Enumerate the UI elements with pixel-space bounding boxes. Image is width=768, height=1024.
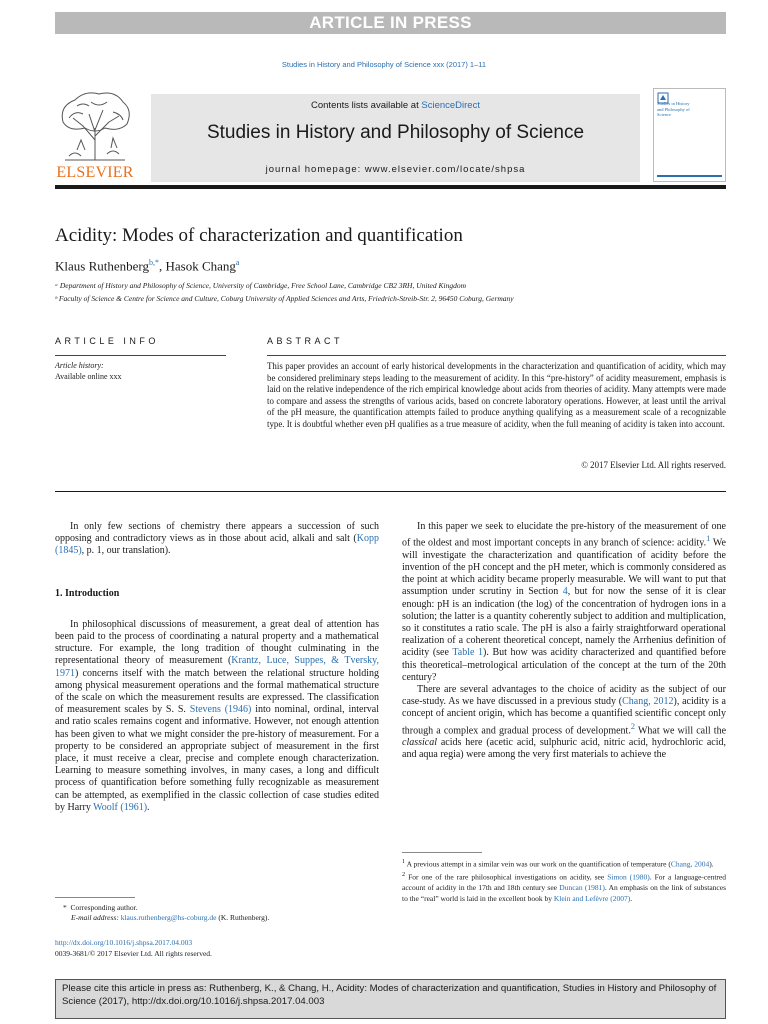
abstract-bottom-divider [55,491,726,492]
elsevier-logo[interactable] [55,88,135,182]
journal-title: Studies in History and Philosophy of Science [206,122,585,143]
citation-link[interactable]: Chang, 2004 [670,859,710,869]
article-info-divider [55,355,226,356]
author-line [55,258,239,274]
article-history-value: Available online xxx [55,372,122,381]
citation-link[interactable]: Klein and Lefèvre (2007) [553,893,631,903]
corresponding-author-note: * Corresponding author. [63,903,138,912]
email-note: E-mail address: klaus.ruthenberg@hs-coburg.de (K. Ruthenberg). [71,913,270,922]
author-separator: , [159,258,166,274]
journal-banner [151,94,640,182]
body-column-left [55,521,379,814]
journal-header [55,88,726,182]
article-title: Acidity: Modes of characterization and quantification [55,225,463,246]
author-name[interactable]: Klaus Ruthenberg [55,258,149,274]
table-link[interactable]: Table 1 [452,647,484,659]
citation-link[interactable]: Simon (1980) [607,872,650,882]
citation-link[interactable]: Chang, 2012 [622,696,674,708]
footnote-divider [55,897,135,898]
abstract-heading: ABSTRACT [267,336,344,346]
abstract-divider [267,355,726,356]
contents-line [151,100,640,111]
footnote-2: $^2$ For one of the rare philosophical investigations on acidity, see Simon (1980). For a language-centred account of acidity in the 17th and 18th century see Duncan (1981). An emphasis on the link of substances to the “real” world is laid in the excellent book by Klein and Lefèvre (2007). [402,871,726,903]
elsevier-wordmark: ELSEVIER [56,164,134,181]
abstract-text: This paper provides an account of early historical developments in the characterization and quantification of acidity, which may be considered preliminary steps leading to the measurement of acidity. In this “pre-history” of acidity measurement, emphasis is laid on the relative independence of the rich empirical knowledge about acids from theories of acidity. Many attempts were made to compare and assess the strengths of various acids, based on concrete laboratory operations. However, at least until the arrival of the pH measure, the quantification attempts failed to produce anything qualifying as a measurement scale of a recognizable type. It is doubtful whether even pH qualifies as a true measure of acidity, when the full meaning of acidity is taken into account. [267,361,726,429]
section-heading: 1. Introduction [55,587,120,599]
doi-link[interactable]: http://dx.doi.org/10.1016/j.shpsa.2017.04.003 [55,938,193,947]
section-link[interactable]: 4 [562,586,568,598]
author-affil-marker[interactable]: b,* [149,258,159,267]
header-divider [55,185,726,189]
body-paragraph: In this paper we seek to elucidate the pre-history of the measurement of one of the oldest and most important concepts in any branch of science: acidity.$^1$ We will investigate the characterization and quantification of acidity before the invention of the pH concept and the pH meter, which is commonly considered as the point at which acidity became properly measurable. We will want to put that assumption under scrutiny in Section 4, but for now the sense of it is clear enough: pH is an indication (the log) of the concentration of hydrogen ions in a solution; the latter is a quantity coherently subject to addition and multiplication, so it constitutes a ratio scale. The pH is also a fairly straightforward operational realization of a coherent theoretical concept, namely the Arrhenius definition of acidity (see Table 1). But how was acidity characterized and quantified before this theoretical–metrological articulation of the concept at the turn of the 20th century? [402,521,726,683]
author-affil-marker[interactable]: a [235,258,240,267]
footnote-marker[interactable]: 2 [630,721,635,731]
affiliation-a: ᵃ Department of History and Philosophy of Science, University of Cambridge, Free School Lane, Cambridge CB2 3RH, United Kingdom [55,281,466,290]
article-info-heading: ARTICLE INFO [55,336,159,346]
journal-citation-link[interactable]: Studies in History and Philosophy of Science xxx (2017) 1–11 [281,60,487,69]
author-name[interactable]: Hasok Chang [165,258,236,274]
footnote-divider [402,852,482,853]
contents-prefix: Contents lists available at [311,100,422,111]
body-paragraph: There are several advantages to the choice of acidity as the subject of our case-study. As we have discussed in a previous study (Chang, 2012), acidity is a concept of ancient origin, which has become a quantified scientific concept only through a complex and gradual process of development.$^2$ What we will call the classical acids here (acetic acid, sulphuric acid, nitric acid, hydrochloric acid, and aqua regia) were among the very first materials to achieve the [402,683,727,761]
email-link[interactable]: klaus.ruthenberg@hs-coburg.de [120,913,217,922]
epigraph: In only few sections of chemistry there appears a succession of such opposing and contradictory views as in those about acid, alkali and salt (Kopp (1845), p. 1, our translation). [55,521,379,557]
journal-cover-thumbnail[interactable] [653,88,726,182]
article-in-press-banner: ARTICLE IN PRESS [55,12,726,34]
body-paragraph: In philosophical discussions of measurement, a great deal of attention has been paid to the process of coordinating a natural property and a mathematical structure. For example, the long tradition of thought culminating in the representational theory of measurement (Krantz, Luce, Suppes, & Tversky, 1971) concerns itself with the match between the relational structure holding among physical measurement operations and the formal mathematical structure of the scale on which the measurement results are expressed. The classification of measurement scales by S. S. Stevens (1946) into nominal, ordinal, interval and ratio scales remains cogent and informative. However, not enough attention has been given to what we might consider the pre-history of measurement. For a property to be considered an appropriate subject of measurement in the first place, it must receive a clear, precise and complete enough characterization. Learning to measure something involves, in many cases, a long and difficult process of quantification before something fully recognizable as measurement can be attempted, as exemplified in the classic collection of case studies edited by Harry Woolf (1961). [55,618,379,813]
citation-link[interactable]: Stevens (1946) [189,704,252,716]
footnote-1: $^1$ A previous attempt in a similar vein was our work on the quantification of temperature (Chang, 2004). [402,858,714,869]
issn-copyright: 0039-3681/© 2017 Elsevier Ltd. All rights reserved. [55,948,212,958]
elsevier-tree-icon [55,88,135,164]
citation-link[interactable]: Woolf (1961) [93,801,148,813]
journal-homepage-link[interactable]: journal homepage: www.elsevier.com/locate/shpsa [265,164,526,175]
citation-link[interactable]: Kopp (1845) [55,533,379,557]
body-column-right [402,521,726,762]
affiliation-b: ᵇ Faculty of Science & Centre for Science and Culture, Coburg University of Applied Sciences and Arts, Friedrich-Streib-Str. 2, 96450 Coburg, Germany [55,294,514,303]
doi-block [55,938,212,959]
cover-bottom-band [657,175,722,177]
cover-title: Studies in History and Philosophy of Science [657,101,690,117]
citation-link[interactable]: Krantz, Luce, Suppes, & Tversky, 1971 [55,655,379,679]
footnote-marker[interactable]: 1 [706,534,711,544]
abstract-copyright: © 2017 Elsevier Ltd. All rights reserved. [581,460,726,470]
citation-link[interactable]: Duncan (1981) [559,883,605,892]
sciencedirect-link[interactable]: ScienceDirect [421,100,480,111]
footnotes-left [55,903,379,923]
footnotes-right [402,857,726,904]
cite-this-article-box: Please cite this article in press as: Ruthenberg, K., & Chang, H., Acidity: Modes of characterization and quantification, Studies in History and Philosophy of Science (2017), http://dx.doi.org/10.1016/j.shpsa.2017.04.003 [55,979,726,1019]
article-history-label: Article history: [55,361,104,370]
